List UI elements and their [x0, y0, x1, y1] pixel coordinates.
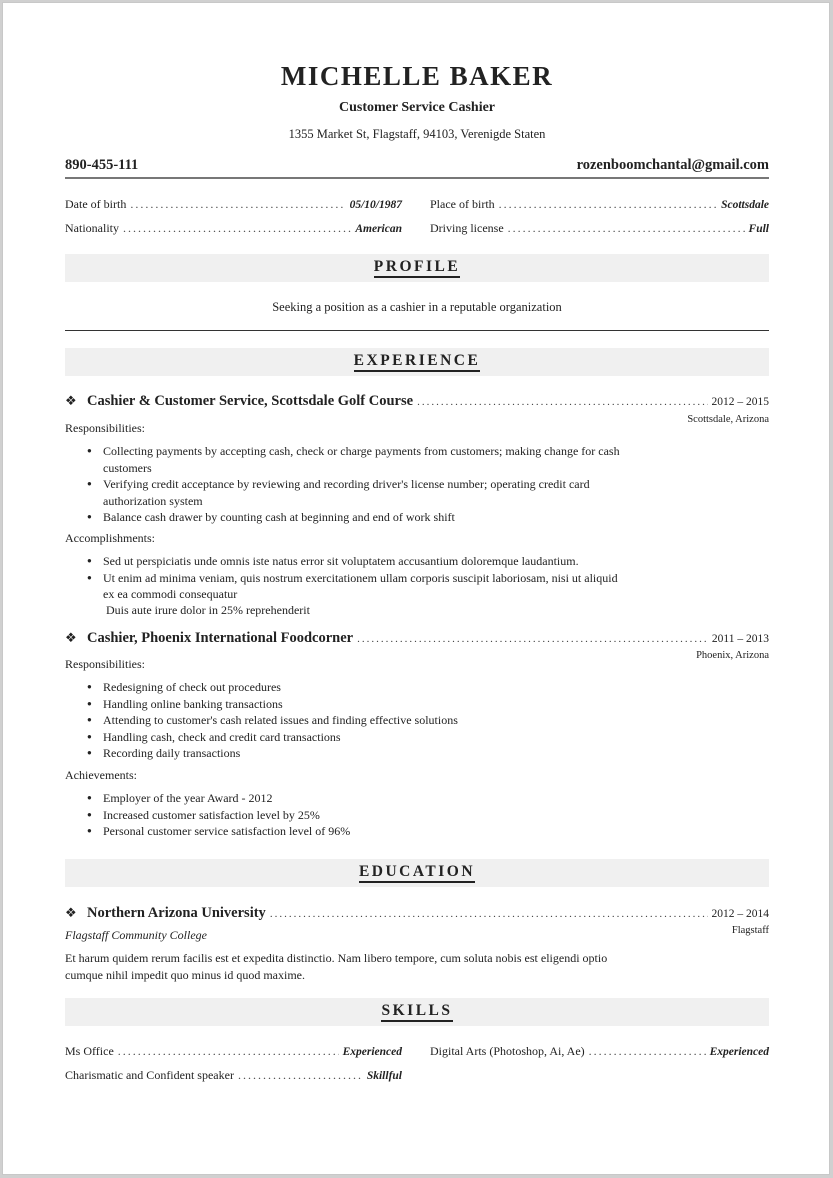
dot-leader: [238, 1068, 363, 1083]
skills-list: [65, 1044, 769, 1092]
responsibilities-list: [87, 679, 627, 762]
list-item: ● Sed ut perspiciatis unde omnis iste natus error sit voluptatem accusantium doloremque laudantium.: [87, 553, 627, 570]
accomplishments-list: [87, 553, 627, 603]
responsibilities-label: Responsibilities:: [65, 421, 146, 435]
address: 1355 Market St, Flagstaff, 94103, Verenigde Staten: [288, 127, 546, 141]
achievements-label: Achievements:: [65, 768, 137, 782]
info-row: [65, 221, 769, 245]
list-item: ● Employer of the year Award - 2012: [87, 790, 627, 807]
dot-leader: [118, 1044, 339, 1059]
responsibilities-label: Responsibilities:: [65, 657, 146, 671]
list-item: ● Handling cash, check and credit card transactions: [87, 729, 627, 746]
resume-page: [2, 2, 830, 1175]
entry-dates: 2012 – 2014: [711, 908, 769, 920]
list-item: ● Ut enim ad minima veniam, quis nostrum exercitationem ullam corporis suscipit laboriosam, nisi ut aliquid ex ea commodi consequatur: [87, 570, 627, 603]
list-item: ● Balance cash drawer by counting cash at beginning and end of work shift: [87, 509, 627, 526]
job-title: Customer Service Cashier: [338, 100, 496, 115]
email: rozenboomchantal@gmail.com: [576, 157, 769, 173]
info-row: [65, 197, 769, 221]
institution-subtitle: Flagstaff Community College: [65, 928, 207, 942]
skill-level: Experienced: [709, 1046, 769, 1058]
section-title: EXPERIENCE: [354, 353, 481, 372]
dot-leader: [130, 197, 345, 212]
info-value: Scottsdale: [721, 199, 769, 211]
list-item: ● Attending to customer's cash related issues and finding effective solutions: [87, 712, 627, 729]
experience-entry-header: [65, 630, 769, 647]
dot-leader: [357, 633, 708, 645]
personal-info: [65, 197, 769, 245]
education-description: Et harum quidem rerum facilis est et expedita distinctio. Nam libero tempore, cum soluta nobis est eligendi optio cumque nihil impedit quo minus id quod maxime.: [65, 951, 608, 982]
list-item: ● Redesigning of check out procedures: [87, 679, 627, 696]
education-entry-header: [65, 905, 769, 922]
entry-title: Cashier, Phoenix International Foodcorner: [87, 630, 354, 646]
skill-name: Digital Arts (Photoshop, Ai, Ae): [430, 1044, 585, 1058]
dot-leader: [270, 908, 708, 920]
diamond-bullet-icon: ❖: [65, 393, 77, 408]
info-nationality: [65, 221, 402, 245]
divider: [65, 330, 769, 331]
list-item: ● Handling online banking transactions: [87, 696, 627, 713]
section-title: SKILLS: [381, 1003, 452, 1022]
info-label: Place of birth: [430, 197, 495, 211]
skill-item: [65, 1044, 402, 1068]
list-item: ● Increased customer satisfaction level by 25%: [87, 807, 627, 824]
info-driving-license: [430, 221, 769, 245]
info-value: American: [355, 223, 402, 235]
experience-section-header: [65, 348, 769, 376]
profile-summary: Seeking a position as a cashier in a reputable organization: [272, 300, 562, 314]
profile-section-header: [65, 254, 769, 282]
dot-leader: [123, 221, 351, 236]
skill-level: Experienced: [342, 1046, 402, 1058]
dot-leader: [499, 197, 717, 212]
entry-location: Scottsdale, Arizona: [687, 414, 769, 425]
dot-leader: [417, 396, 707, 408]
responsibilities-list: [87, 443, 627, 526]
skill-level: Skillful: [366, 1070, 402, 1082]
list-item: ● Verifying credit acceptance by reviewing and recording driver's license number; operating credit card authorization system: [87, 476, 627, 509]
info-label: Date of birth: [65, 197, 127, 211]
skill-name: Charismatic and Confident speaker: [65, 1068, 234, 1082]
entry-title: Northern Arizona University: [87, 905, 266, 921]
info-label: Nationality: [65, 221, 119, 235]
accomplishment-note: Duis aute irure dolor in 25% reprehenderit: [106, 603, 310, 617]
contact-row: [65, 157, 769, 179]
info-place-of-birth: [430, 197, 769, 221]
skill-item: [430, 1044, 769, 1068]
entry-dates: 2012 – 2015: [711, 396, 769, 408]
achievements-list: [87, 790, 627, 840]
entry-location: Flagstaff: [731, 925, 769, 936]
diamond-bullet-icon: ❖: [65, 905, 77, 920]
info-value: Full: [748, 223, 769, 235]
diamond-bullet-icon: ❖: [65, 630, 77, 645]
entry-dates: 2011 – 2013: [711, 633, 769, 645]
accomplishments-label: Accomplishments:: [65, 531, 155, 545]
info-date-of-birth: [65, 197, 402, 221]
skills-row: [65, 1044, 769, 1068]
dot-leader: [508, 221, 745, 236]
entry-title: Cashier & Customer Service, Scottsdale Golf Course: [87, 393, 414, 409]
skill-name: Ms Office: [65, 1044, 114, 1058]
list-item: ● Collecting payments by accepting cash, check or charge payments from customers; making change for cash customers: [87, 443, 627, 476]
info-value: 05/10/1987: [349, 199, 402, 211]
phone: 890-455-111: [65, 157, 139, 173]
education-section-header: [65, 859, 769, 887]
skill-item: [65, 1068, 402, 1092]
info-label: Driving license: [430, 221, 504, 235]
candidate-name: MICHELLE BAKER: [280, 61, 554, 91]
skills-row: [65, 1068, 769, 1092]
section-title: EDUCATION: [359, 864, 475, 883]
dot-leader: [589, 1044, 706, 1059]
list-item: ● Personal customer service satisfaction level of 96%: [87, 823, 627, 840]
list-item: ● Recording daily transactions: [87, 745, 627, 762]
section-title: PROFILE: [374, 259, 460, 278]
experience-entry-header: [65, 393, 769, 410]
skills-section-header: [65, 998, 769, 1026]
entry-location: Phoenix, Arizona: [696, 650, 769, 661]
